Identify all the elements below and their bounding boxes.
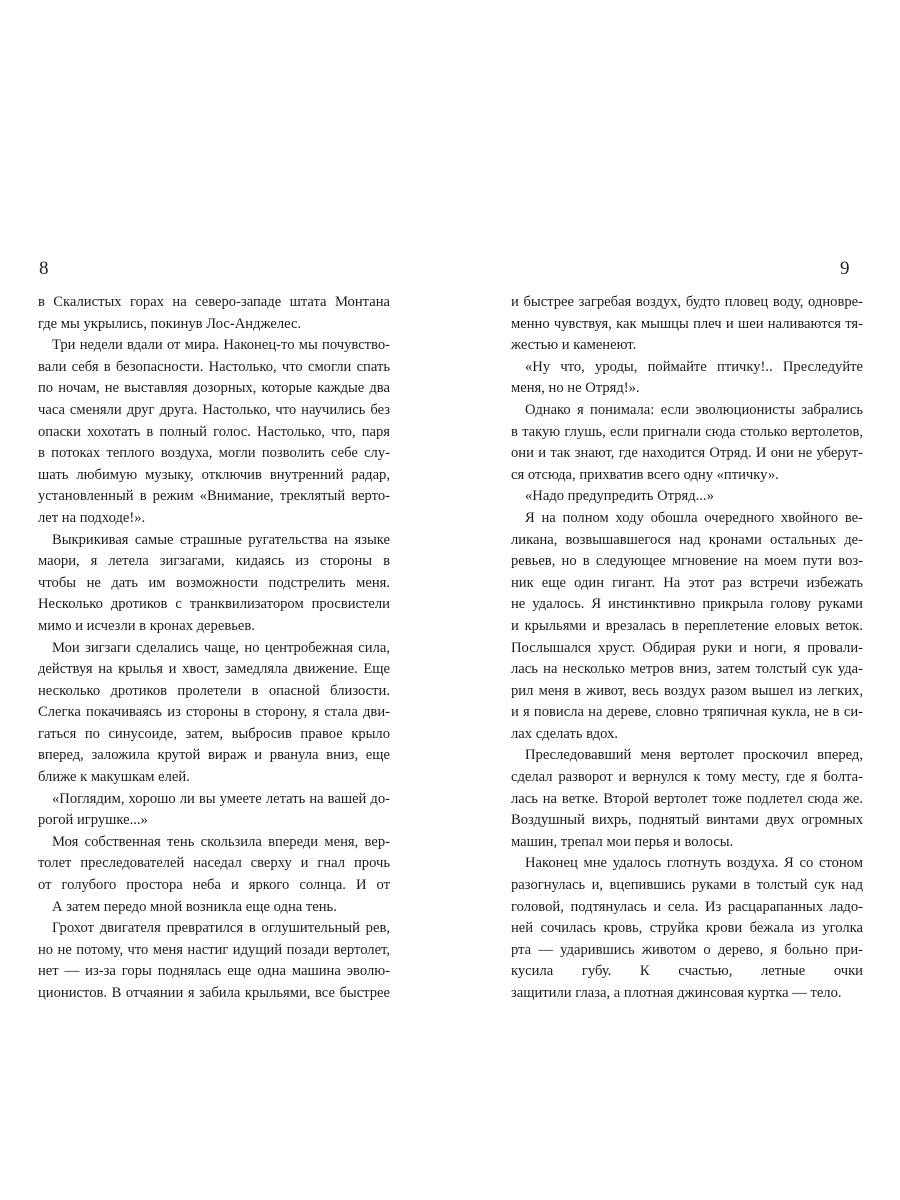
text-line: Я на полном ходу обошла очередного хвойного ве- bbox=[525, 509, 863, 526]
text-line: гаться по синусоиде, затем, выбросив правое крыло bbox=[38, 725, 390, 742]
text-line: по ночам, не выставляя дозорных, которые каждые два bbox=[38, 380, 390, 397]
text-line: Грохот двигателя превратился в оглушительный рев, bbox=[52, 920, 390, 937]
text-line: сделал разворот и вернулся к тому месту, где я болта- bbox=[511, 769, 863, 786]
text-line: кусила губу. К счастью, летные очки bbox=[511, 963, 863, 980]
text-line: ционистов. В отчаянии я забила крыльями, все быстрее bbox=[38, 985, 390, 1001]
text-line: Моя собственная тень скользила впереди меня, вер- bbox=[52, 833, 390, 850]
text-line: часа сменяли друг друга. Настолько, что научились без bbox=[38, 401, 390, 418]
text-line: жестью и каменеют. bbox=[511, 337, 637, 354]
text-line: лась на несколько метров вниз, затем толстый сук уда- bbox=[511, 661, 863, 678]
text-line: разогнулась и, вцепившись руками в толстый сук над bbox=[511, 877, 863, 894]
text-line: толет преследователей наседал сверху и гнал прочь bbox=[38, 855, 390, 872]
text-line: маори, я летела зигзагами, кидаясь из стороны в bbox=[38, 553, 390, 570]
text-line: в Скалистых горах на северо-западе штата Монтана bbox=[38, 294, 390, 310]
text-line: ревьев, но в следующее мгновение на моем пути воз- bbox=[511, 553, 863, 570]
text-line: в потоках теплого воздуха, могли позволить себе слу- bbox=[38, 445, 390, 462]
text-line: они и так знают, где находится Отряд. И они не уберут- bbox=[511, 445, 863, 462]
text-line: где мы укрылись, покинув Лос-Анджелес. bbox=[38, 315, 302, 332]
text-line: Мои зигзаги сделались чаще, но центробежная сила, bbox=[52, 639, 390, 656]
text-line: Слегка покачиваясь из стороны в сторону, я стала дви- bbox=[38, 704, 390, 721]
text-line: Преследовавший меня вертолет проскочил вперед, bbox=[525, 747, 863, 764]
text-line: Наконец мне удалось глотнуть воздуха. Я со стоном bbox=[525, 855, 863, 872]
right-page-text bbox=[511, 292, 863, 1005]
text-line: от голубого простора неба и яркого солнца. И от bbox=[38, 877, 390, 894]
text-line: и быстрее загребая воздух, будто пловец воду, одновре- bbox=[511, 294, 863, 310]
text-line: головой, подтянулась и села. Из расцарапанных ладо- bbox=[511, 898, 863, 915]
text-line: Однако я понимала: если эволюционисты забрались bbox=[525, 401, 863, 418]
text-line: Три недели вдали от мира. Наконец-то мы почувство- bbox=[52, 337, 390, 354]
text-line: не удалось. Я инстинктивно прикрыла голову руками bbox=[511, 596, 863, 613]
text-line: лет на подходе!». bbox=[38, 509, 146, 526]
text-line: нет — из-за горы поднялась еще одна машина эволю- bbox=[38, 963, 390, 980]
text-line: ликана, возвышавшегося над кронами остальных де- bbox=[511, 531, 863, 548]
text-line: установленный в режим «Внимание, треклятый верто- bbox=[38, 488, 390, 505]
text-line: мимо и исчезли в кронах деревьев. bbox=[38, 617, 255, 634]
text-line: машин, трепал мои перья и волосы. bbox=[511, 833, 734, 850]
text-line: лась на ветке. Второй вертолет тоже подлетел сюда же. bbox=[511, 790, 863, 807]
text-line: менно чувствуя, как мышцы плеч и шеи наливаются тя- bbox=[511, 315, 863, 332]
text-line: рил меня в живот, весь воздух разом вышел из легких, bbox=[511, 682, 863, 699]
text-line: Несколько дротиков с транквилизатором просвистели bbox=[38, 596, 390, 613]
text-line: вперед, заложила крутой вираж и рванула вниз, еще bbox=[38, 747, 390, 764]
text-line: Воздушный вихрь, поднятый винтами двух огромных bbox=[511, 812, 863, 829]
text-line: «Поглядим, хорошо ли вы умеете летать на вашей до- bbox=[52, 790, 390, 807]
text-line: «Надо предупредить Отряд...» bbox=[525, 488, 714, 505]
text-line: но не потому, что меня настиг идущий позади вертолет, bbox=[38, 941, 390, 958]
text-line: А затем передо мной возникла еще одна тень. bbox=[52, 898, 337, 915]
text-line: рогой игрушке...» bbox=[38, 812, 148, 829]
text-line: действуя на крылья и хвост, замедляла движение. Еще bbox=[38, 661, 390, 678]
text-line: несколько дротиков пролетели в опасной близости. bbox=[38, 682, 390, 699]
page-number-right: 9 bbox=[840, 258, 850, 279]
text-line: ся отсюда, прихватив всего одну «птичку». bbox=[511, 466, 779, 483]
text-line: и крыльями и врезалась в переплетение еловых веток. bbox=[511, 617, 863, 634]
text-line: Послышался хруст. Обдирая руки и ноги, я провали- bbox=[511, 639, 863, 656]
text-line: шать любимую музыку, отключив внутренний радар, bbox=[38, 466, 390, 483]
text-line: «Ну что, уроды, поймайте птичку!.. Преследуйте bbox=[525, 358, 863, 375]
text-line: меня, но не Отряд!». bbox=[511, 380, 640, 397]
text-line: ней сочилась кровь, струйка крови бежала из уголка bbox=[511, 920, 863, 937]
text-line: ник еще один гигант. На этот раз встречи избежать bbox=[511, 574, 863, 591]
text-line: лах сделать вдох. bbox=[511, 725, 618, 742]
text-line: рта — ударившись животом о дерево, я больно при- bbox=[511, 941, 863, 958]
text-line: вали себя в безопасности. Настолько, что смогли спать bbox=[38, 358, 390, 375]
left-page-text bbox=[38, 292, 390, 1005]
text-line: в такую глушь, если пригнали сюда столько вертолетов, bbox=[511, 423, 863, 440]
text-line: чтобы не дать им возможности подстрелить меня. bbox=[38, 574, 390, 591]
text-line: ближе к макушкам елей. bbox=[38, 769, 190, 786]
text-line: опаски хохотать в полный голос. Настолько, что, паря bbox=[38, 423, 390, 440]
page-number-left: 8 bbox=[39, 258, 49, 279]
text-line: и я повисла на дереве, словно тряпичная кукла, не в си- bbox=[511, 704, 863, 721]
text-line: защитили глаза, а плотная джинсовая куртка — тело. bbox=[511, 985, 842, 1001]
text-line: Выкрикивая самые страшные ругательства на языке bbox=[52, 531, 390, 548]
